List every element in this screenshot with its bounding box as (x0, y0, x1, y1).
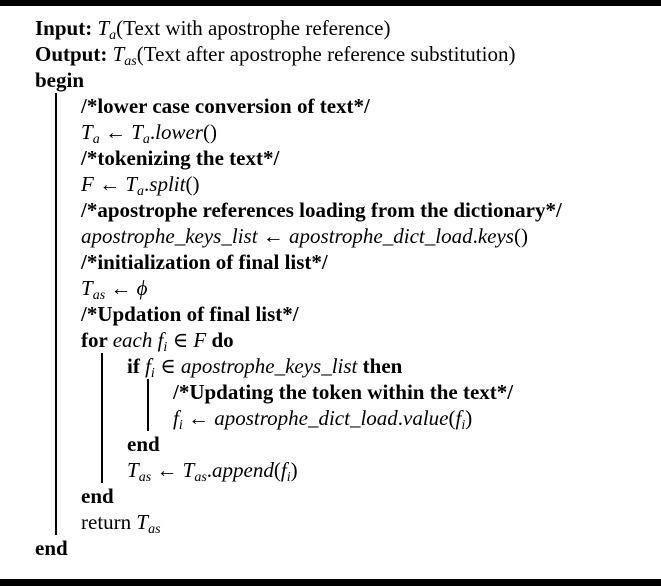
subscript: as (194, 470, 207, 485)
code-segment: ) (290, 458, 298, 482)
block-indent-rule (101, 379, 127, 405)
code-segment: T (131, 120, 143, 144)
code-segment: T (97, 16, 110, 40)
code-segment: () (202, 120, 217, 144)
code-segment: Input: (35, 16, 98, 40)
code-segment: apostrophe_dict_load (214, 406, 398, 430)
code-segment: then (357, 354, 403, 378)
block-indent-rule (101, 431, 127, 457)
code-segment: /*Updation of final list*/ (81, 302, 299, 326)
code-segment: apostrophe_keys_list (180, 354, 358, 378)
code-segment: /*tokenizing the text*/ (81, 146, 280, 170)
subscript: a (109, 28, 117, 43)
line-content (81, 145, 279, 171)
block-indent-rule (55, 145, 81, 171)
algorithm-line (35, 483, 655, 509)
subscript: a (92, 132, 100, 147)
algorithm-body (0, 6, 661, 561)
code-segment: lower (155, 120, 203, 144)
line-content (35, 535, 68, 561)
code-segment: T (182, 458, 195, 482)
algorithm-line (35, 197, 655, 223)
block-indent-rule (55, 431, 81, 457)
algorithm-line (35, 535, 655, 561)
algorithm-line (35, 41, 655, 67)
subscript: i (461, 418, 466, 433)
code-segment: end (35, 536, 68, 560)
algorithm-line (35, 249, 655, 275)
code-segment: F (81, 172, 94, 196)
code-segment: end (127, 432, 160, 456)
block-indent-rule (55, 457, 81, 483)
line-content (81, 483, 114, 509)
code-segment: ← (105, 276, 137, 300)
line-content (81, 327, 234, 353)
block-indent-rule (147, 379, 173, 405)
code-segment: F (193, 328, 207, 352)
block-indent-rule (55, 197, 81, 223)
subscript: as (124, 54, 137, 69)
line-content (127, 353, 402, 379)
code-segment: () (513, 224, 528, 248)
algorithm-line (35, 431, 655, 457)
block-indent-rule (55, 353, 81, 379)
code-segment: ← (257, 224, 290, 248)
block-indent-rule (55, 301, 81, 327)
code-segment: (Text with apostrophe reference) (116, 16, 391, 40)
subscript: i (150, 366, 155, 381)
line-content (81, 223, 528, 249)
line-content (35, 41, 515, 67)
algorithm-line (35, 301, 655, 327)
line-content (81, 93, 370, 119)
code-segment: f (145, 354, 151, 378)
subscript: a (137, 184, 145, 199)
code-segment: for (81, 328, 113, 352)
algorithm-line (35, 327, 655, 353)
code-segment: ) (465, 406, 473, 430)
algorithm-line (35, 509, 655, 535)
code-segment: apostrophe_keys_list (81, 224, 258, 248)
code-segment: ∈ (167, 328, 194, 352)
block-indent-rule (55, 483, 81, 509)
line-content (35, 15, 390, 41)
code-segment: split (149, 172, 186, 196)
code-segment: /*lower case conversion of text*/ (81, 94, 370, 118)
algorithm-line (35, 379, 655, 405)
algorithm-line (35, 67, 655, 93)
code-segment: value (403, 406, 449, 430)
code-segment: end (81, 484, 114, 508)
block-indent-rule (55, 223, 81, 249)
code-segment: T (81, 276, 93, 300)
algorithm-line (35, 93, 655, 119)
code-segment: do (206, 328, 234, 352)
line-content (127, 431, 160, 457)
code-segment: each f (112, 328, 164, 352)
subscript: as (148, 522, 161, 537)
code-segment: /*Updating the token within the text*/ (173, 380, 514, 404)
subscript: a (142, 132, 150, 147)
block-indent-rule (101, 405, 127, 431)
line-content (81, 249, 328, 275)
block-indent-rule (101, 353, 127, 379)
line-content (81, 119, 217, 145)
block-indent-rule (55, 249, 81, 275)
algorithm-line (35, 223, 655, 249)
subscript: i (286, 470, 291, 485)
block-indent-rule (55, 119, 81, 145)
algorithm-line (35, 145, 655, 171)
block-indent-rule (55, 171, 81, 197)
line-content (81, 275, 148, 301)
block-indent-rule (55, 93, 81, 119)
code-segment: ∈ (154, 354, 181, 378)
code-segment: T (81, 120, 93, 144)
code-segment: T (127, 458, 139, 482)
code-segment: . (206, 458, 213, 482)
code-segment: ← (151, 458, 183, 482)
algorithm-line (35, 457, 655, 483)
line-content (81, 171, 199, 197)
line-content (127, 457, 298, 483)
block-indent-rule (55, 405, 81, 431)
line-content (81, 301, 299, 327)
algorithm-line (35, 15, 655, 41)
code-segment: T (112, 42, 125, 66)
algorithm-line (35, 353, 655, 379)
code-segment: (Text after apostrophe reference substitution) (136, 42, 516, 66)
algorithm-line (35, 171, 655, 197)
code-segment: /*initialization of final list*/ (81, 250, 328, 274)
block-indent-rule (55, 275, 81, 301)
code-segment: . (144, 172, 150, 196)
code-segment: ← (99, 120, 132, 144)
code-segment: if (127, 354, 146, 378)
code-segment: f (173, 406, 179, 430)
code-segment: append (212, 458, 274, 482)
code-segment: Output: (35, 42, 113, 66)
code-segment: T (125, 172, 138, 196)
code-segment: ( (273, 458, 281, 482)
code-segment: return (81, 510, 137, 534)
line-content (81, 509, 161, 535)
line-content (35, 67, 84, 93)
code-segment: f (280, 458, 287, 482)
algorithm-line (35, 405, 655, 431)
block-indent-rule (55, 379, 81, 405)
code-segment: () (185, 172, 200, 196)
block-indent-rule (55, 327, 81, 353)
line-content (81, 197, 562, 223)
code-segment: begin (35, 68, 85, 92)
block-indent-rule (55, 509, 81, 535)
code-segment: . (149, 120, 156, 144)
algorithm-line (35, 275, 655, 301)
code-segment: apostrophe_dict_load (289, 224, 473, 248)
line-content (173, 379, 513, 405)
subscript: i (163, 340, 168, 355)
code-segment: ← (93, 172, 126, 196)
code-segment: f (455, 406, 462, 430)
block-indent-rule (101, 457, 127, 483)
code-segment: keys (477, 224, 514, 248)
block-indent-rule (147, 405, 173, 431)
algorithm-line (35, 119, 655, 145)
subscript: i (178, 418, 183, 433)
subscript: as (138, 470, 152, 485)
subscript: as (92, 288, 106, 303)
code-segment: . (472, 224, 478, 248)
code-segment: ← (182, 406, 215, 430)
code-segment: . (397, 406, 404, 430)
code-segment: ϕ (136, 276, 148, 300)
line-content (173, 405, 472, 431)
code-segment: ( (448, 406, 456, 430)
code-segment: /*apostrophe references loading from the dictionary*/ (81, 198, 562, 222)
code-segment: T (136, 510, 149, 534)
